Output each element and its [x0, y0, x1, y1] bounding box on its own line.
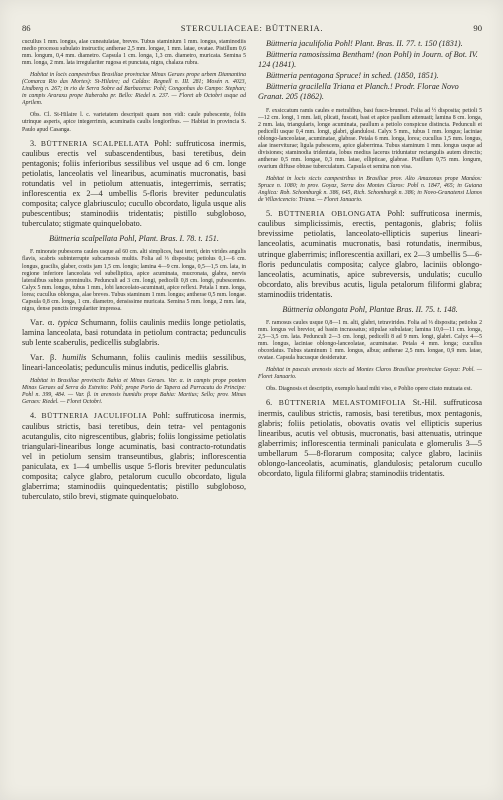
variety-label: Var. β.	[30, 353, 58, 363]
synonym-entry: Büttneria ramosissima Bentham! (non Pohl) in Journ. of Bot. IV. 124 (1841).	[258, 50, 478, 70]
diagnosis-text: suffruticosa inermis, caulibus strictis, ramosis, basi teretibus, mox pentagonis, glabris; foliis petiolatis, obovatis ovatis vel ellipticis superius linearibus, acutis vel obtusis, mucronatis, basi attenuatis, utrinque glaberrimis; inflorescentia terminali paniculata e glomerulis 3—5 umbellarum 5—8-florarum composita; calyce glabro, laciniis oblongo-lanceolatis, acuminatis, glandulosis; petalorum cucullo obcordato, ligula filiformi glabra; staminodiis tridentatis.	[258, 398, 482, 479]
species-name: BÜTTNERIA OBLONGATA	[278, 209, 382, 219]
species-author: Pohl:	[387, 209, 405, 219]
left-column	[22, 39, 246, 679]
variety-epithet: typica	[57, 317, 78, 327]
diagnosis-text: suffruticosa inermis, caulibus strictis, basi teretibus, dein tetra- vel pentagonis acutangulis, cito nigrescentibus, glabris; foliis longissime petiolatis triangulari-linearibus longe acuminatis, basi contracto-rotundatis vel in petiolum sensim transeuntibus, glabris; inflorescentia paniculata, ex 1—4 umbellis usque 5-floris breviter pedunculatis composita; calyce glabro, petalorum cucullo obcordato, ligula glaberrima; staminodiis quinquedentatis; pistillo subgloboso, tuberculato, stilo brevi, stigmate quinquelobato.	[22, 411, 246, 502]
running-title: STERCULIACEAE: BÜTTNERIA.	[180, 23, 324, 33]
species-4-description: F. exsiccatum ramis caules e metralibus, basi fusco-brunnei. Folia ad ½ disposita; petioli 5—12 cm. longi, 1 mm. lati, plicati, fuscati, basi et apice paullum attenuati; lamina 8 cm. longa, 2 mm. lata, triangularis, longe acuminata, paullum a petiolo conspicue distincta. Pedunculi et pedicelli usque 0,4 mm. longi, glabri, glandulosi. Calyx 5 mm., tubus 1 mm. longus; laciniae oblongo-lanceolatae, acuminatae, glabrae. Petala 6 mm. longa, lorea; cucullus 1,5 mm. longus, alae inserviturae; ligula pubescens, apice glaberrima. Tubus staminum 1 mm. longus usque ad divisiones; staminodia tridentata, lobus medius lacerus triduntatur rectangulis autem directis; antherae 0,5 mm. longae, 0,3 mm. latae, ellipticae, glabrae. Pistillum 0,75 mm. longum, ovarium diffuse obtuse tuberculatum. Capsula et semina non visa.	[258, 107, 482, 170]
species-author: Pohl:	[154, 138, 172, 148]
species-name: BÜTTNERIA MELASTOMIFOLIA	[278, 398, 407, 408]
column-number: 90	[473, 23, 482, 33]
variety-author: Schumann,	[91, 353, 129, 363]
species-number: 4.	[30, 411, 37, 421]
species-4-diagnosis	[22, 411, 246, 502]
description-continued: cucullus 1 mm. longus, alae cuneatulatae, breves. Tubus staminium 1 mm. longus, staminodiis medio processu subulato instructis; antherae 2,5 mm. longae, 1 mm. latae, ovatae. Pistillum 0,6 mm. longum, 0,4 mm. diametro. Capsula 1 cm. longa, 1,3 cm. diametro, muricata. Semina 5 mm. longa, 2 mm. lata irregulariter rugosa et punctata, nigra, chalaza rubra.	[22, 39, 246, 67]
page-number: 86	[22, 23, 31, 33]
variety-author: Schumann,	[80, 317, 118, 327]
variety-text: foliis caulinis mediis sessilibus, lineari-lanceolatis; pedunculis minus indutis, pedicellis glabris.	[22, 353, 246, 373]
species-6-diagnosis	[258, 398, 482, 479]
species-author: Pohl:	[152, 411, 171, 421]
diagnosis-text: suffruticosa inermis, caulibus erectis vel subascendentibus, basi teretibus, dein pentagonis; foliis inferioribus sessilibus vel usque ad 6 cm. longe petiolatis, lanceolatis vel linearibus, acuminatis mucronatis, basi rotundatis vel in petiolum attenuatis, integerrimis, serratis; inflorescentia ex 2—4 umbellis 5-floris breviter pedunculatis composita; calyce glabriusculo; cucullo obcordato, ligula usque alis pubescentibus; staminodiis tridentatis; pistillo subgloboso, tuberculato; stigmate quinquelobato.	[22, 138, 246, 229]
species-4-synonymy	[258, 39, 482, 103]
variety-epithet: humilis	[62, 353, 87, 363]
variety-text: foliis caulinis mediis longe petiolatis, lamina lanceolata, basi rotundata in petiolum contracta; pedunculis sub lente scaberulis, pedicellis subglabris.	[22, 317, 246, 348]
species-5-diagnosis	[258, 209, 482, 300]
synonym-entry: Büttneria pentagona Spruce! in sched. (1850, 1851).	[266, 71, 439, 81]
observation-paragraph: Obs. Cl. St-Hilaire l. c. varietatem descripsit quam non vidi: caule pubescente, foliis utrinque asperis, apice integerrimis, acuminatis caulis longioribus. — Habitat in provincia S. Paulo apud Casanga.	[22, 112, 246, 133]
synonym-entry: Büttneria jaculifolia Pohl! Plant. Bras. II. 77. t. 150 (1831).	[266, 39, 463, 48]
variety-label: Var. α.	[30, 317, 55, 327]
variety-beta	[22, 353, 246, 373]
species-5-description: F. ramosus caules usque 0,8—1 m. alti, glabri, tetravirides. Folia ad ⅓ disposita; petiolus 2 mm. longus vel brevior, ad basin incrassatus; stipulae subulatae; lamina 10,0—11 cm. longa, 2,5—3,5 cm. lata. Pedunculi 2—3 cm. longi, pedicelli 8 ad 9 mm. longi, glabri. Calyx 4—5 mm. longus, laciniae oblongo-lanceolatae, acuminatae. Petala 4 mm. longa; cucullus obcordatus. Tubus staminum 1 mm. longus, albus; antherae 2,5 mm. longae, 0,9 mm. latae, ovatae. Capsula hucusque desideratur.	[258, 320, 482, 362]
species-author: St.-Hil.	[412, 398, 437, 408]
synonym-entry: Büttneria gracilella Triana et Planch.! Prodr. Florae Novo Granat. 205 (1862).	[258, 82, 459, 102]
species-3-diagnosis	[22, 139, 246, 230]
diagnosis-text: suffruticosa inermis, caulibus simplicissimis, erectis, pentagonis, glabris; foliis brevissime petiolatis, lanceolato-ellipticis superius lineari-lanceolatis, acuminatis mucronatis, basi rotundatis, inermibus, utrinque glaberrimis; inflorescentia axillari, ex 2—3 umbellis 5—6-floris pedunculatis composita; calyce glabro, laciniis oblongo-lanceolatis, acuminatis, apice subreversis, undulatis; cucullo obcordato, alis brevibus acutis, ligula petalorum filiformi glabra; staminodiis tridentatis.	[258, 209, 482, 299]
species-5-citation: Büttneria oblongata Pohl, Plantae Bras. II. 75. t. 148.	[282, 305, 458, 315]
species-name: BÜTTNERIA JACULIFOLIA	[41, 411, 148, 421]
right-column	[258, 39, 482, 679]
species-3-citation: Büttneria scalpellata Pohl, Plant. Bras. I. 78. t. 151.	[49, 234, 219, 244]
habitat-paragraph: Habitat in locis campestribus Brasiliae provinciae Minas Geraes prope urbem Diamantina (Comarca Rio das Mortes): St-Hilaire; ad Caldas: Regnell n. III. 281; Mosén n. 4023, Lindberg n. 267; in rio de Serra Sobre ad Barbacena: Pohl; Congonhas do Campo: Stephan; in campis Araraxu prope Itaberaba pr. Bello: Riedel n. 237. — Floret ab Octobri usque ad Aprilem.	[22, 72, 246, 107]
species-number: 5.	[266, 209, 273, 219]
variety-alpha	[22, 318, 246, 348]
species-number: 3.	[30, 138, 37, 148]
observation-paragraph: Obs. Diagnosis et descriptio, exemplo haud mihi viso, e Pohlio opere citato mutuata est.	[266, 386, 472, 393]
species-name: BÜTTNERIA SCALPELLATA	[40, 138, 150, 148]
species-3-habitat: Habitat in Brasiliae provinciis Bahia et Minas Geraes. Var. α. in campis prope pontem Minas Geraes ad Serra do Estreito: Pohl; prope Porto de Tapera ad Parracatu do Principe: Pohl n. 399, 484. — Var. β. in arenosis humidis prope Bahia: Martius; Sello; prov. Minas Geraes: Riedel. — Floret Octobri.	[22, 378, 246, 406]
species-number: 6.	[266, 398, 273, 408]
running-header	[22, 22, 482, 34]
species-4-habitat: Habitat in locis siccis campestribus in Brasiliae prov. Alto Amazonas prope Manáos: Spruce n. 1080; in prov. Goyaz, Serra dos Montes Claros: Pohl n. 1847, 465; in Guiana Anglica: Rob. Schomburgk n. 386, 645, Rich. Schomburgk n. 386; in Novo-Granatensi Llanos de Villavicencio: Triana. — Floret Januario.	[258, 175, 482, 204]
species-5-habitat: Habitat in pascuis arenosis siccis ad Montes Claros Brasiliae provinciae Goyaz: Pohl. — Floret Januario.	[258, 367, 482, 381]
species-3-description: F. minorate pubescens caules usque ad 60 cm. alti simplices, basi tereti, dein virides angulis flavis, scabris subinterrupte subcarnosis multis. Folia ad ⅓ disposita; petiolus 0,1—6 cm. longus, gracilis, glaber, costis jam 1,5 cm. longis; lamina 4—9 cm. longa, 0,5—1,5 cm. lata, in regione inferiore lanceolata vel subelliptica, apice acuminata, mucronata, glabra, nervis lateralibus subtus prominulis. Pedunculi ad 3 cm. longi, pedicelli 0,8 cm. longi, pubescentes. Calyx 5 mm. longus, tubus 1 mm., lobi lanceolato-acuminati, apice reflexi. Petala 1 mm. longa, lorea; cucullus oblongus, alae breves. Tubus staminum 1 mm. longus; antherae 0,5 mm. longae. Capsula 0,8 cm. longa, 1 cm. diametro, densissime muricata. Semina 5 mm. longa, 2 mm. lata, nigra, dense punctis irregulariter impressa.	[22, 249, 246, 312]
